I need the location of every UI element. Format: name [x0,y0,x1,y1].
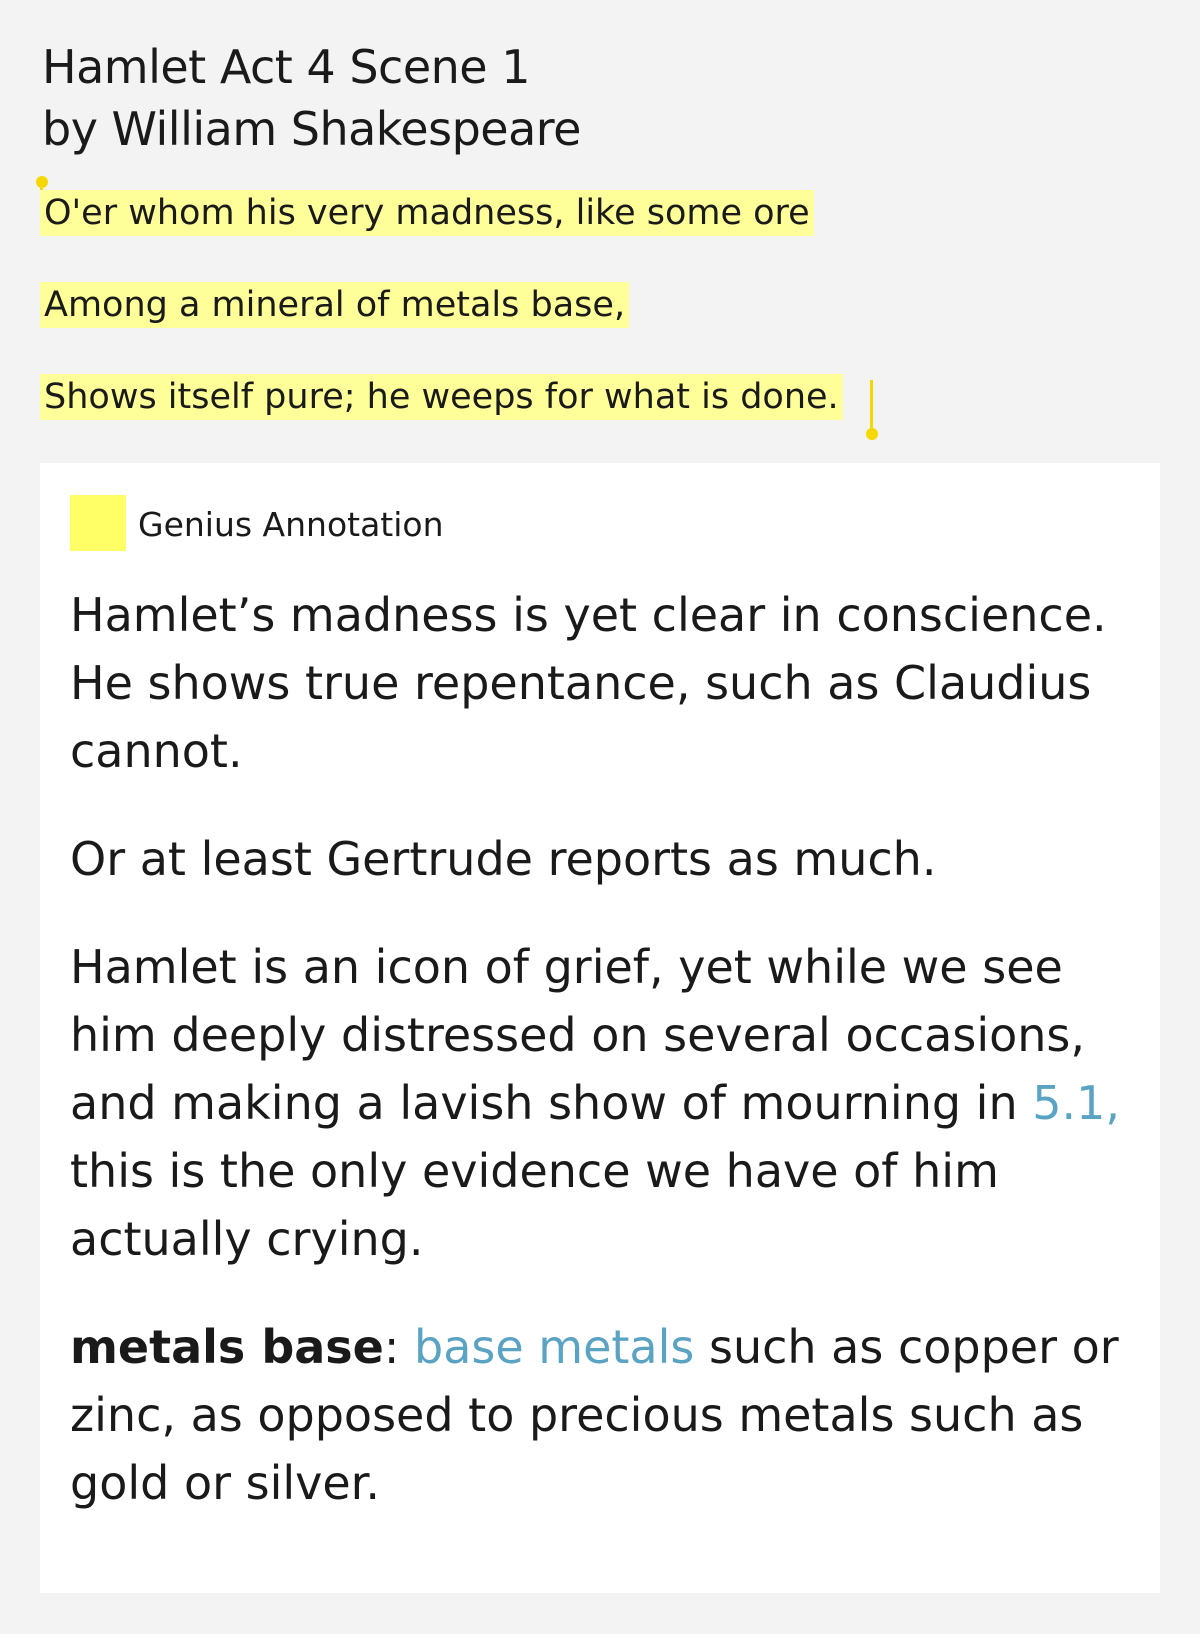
page-title [42,36,581,160]
artist-byline: by William Shakespeare [42,102,581,156]
selection-end-handle[interactable] [866,380,878,440]
handle-dot-icon [866,428,878,440]
paragraph-text: Hamlet is an icon of grief, yet while we see him deeply distressed on several occasions, and making a lavish show of mourning in [70,940,1085,1130]
paragraph-text: : [383,1320,414,1374]
lyric-line[interactable]: Among a mineral of metals base, [40,282,629,328]
annotation-paragraph [70,933,1130,1273]
genius-highlight-icon [70,495,126,551]
handle-bar [870,380,873,434]
glossary-term: metals base [70,1320,384,1374]
scene-link[interactable]: 5.1, [1032,1076,1121,1130]
annotation-label: Genius Annotation [138,505,444,544]
annotation-card [40,463,1160,1593]
paragraph-text: this is the only evidence we have of him actually crying. [70,1144,999,1266]
song-title: Hamlet Act 4 Scene 1 [42,40,530,94]
lyric-line[interactable]: Shows itself pure; he weeps for what is done. [40,374,843,420]
annotation-paragraph [70,1313,1130,1517]
annotation-paragraph: Hamlet’s madness is yet clear in conscience. He shows true repentance, such as Claudius cannot. [70,588,1107,778]
paragraph-text: such as copper or zinc, as opposed to precious metals such as gold or silver. [70,1320,1119,1510]
annotation-body [70,581,1130,1557]
base-metals-link[interactable]: base metals [414,1320,695,1374]
lyric-line[interactable]: O'er whom his very madness, like some ore [40,190,814,236]
annotation-paragraph: Or at least Gertrude reports as much. [70,832,937,886]
